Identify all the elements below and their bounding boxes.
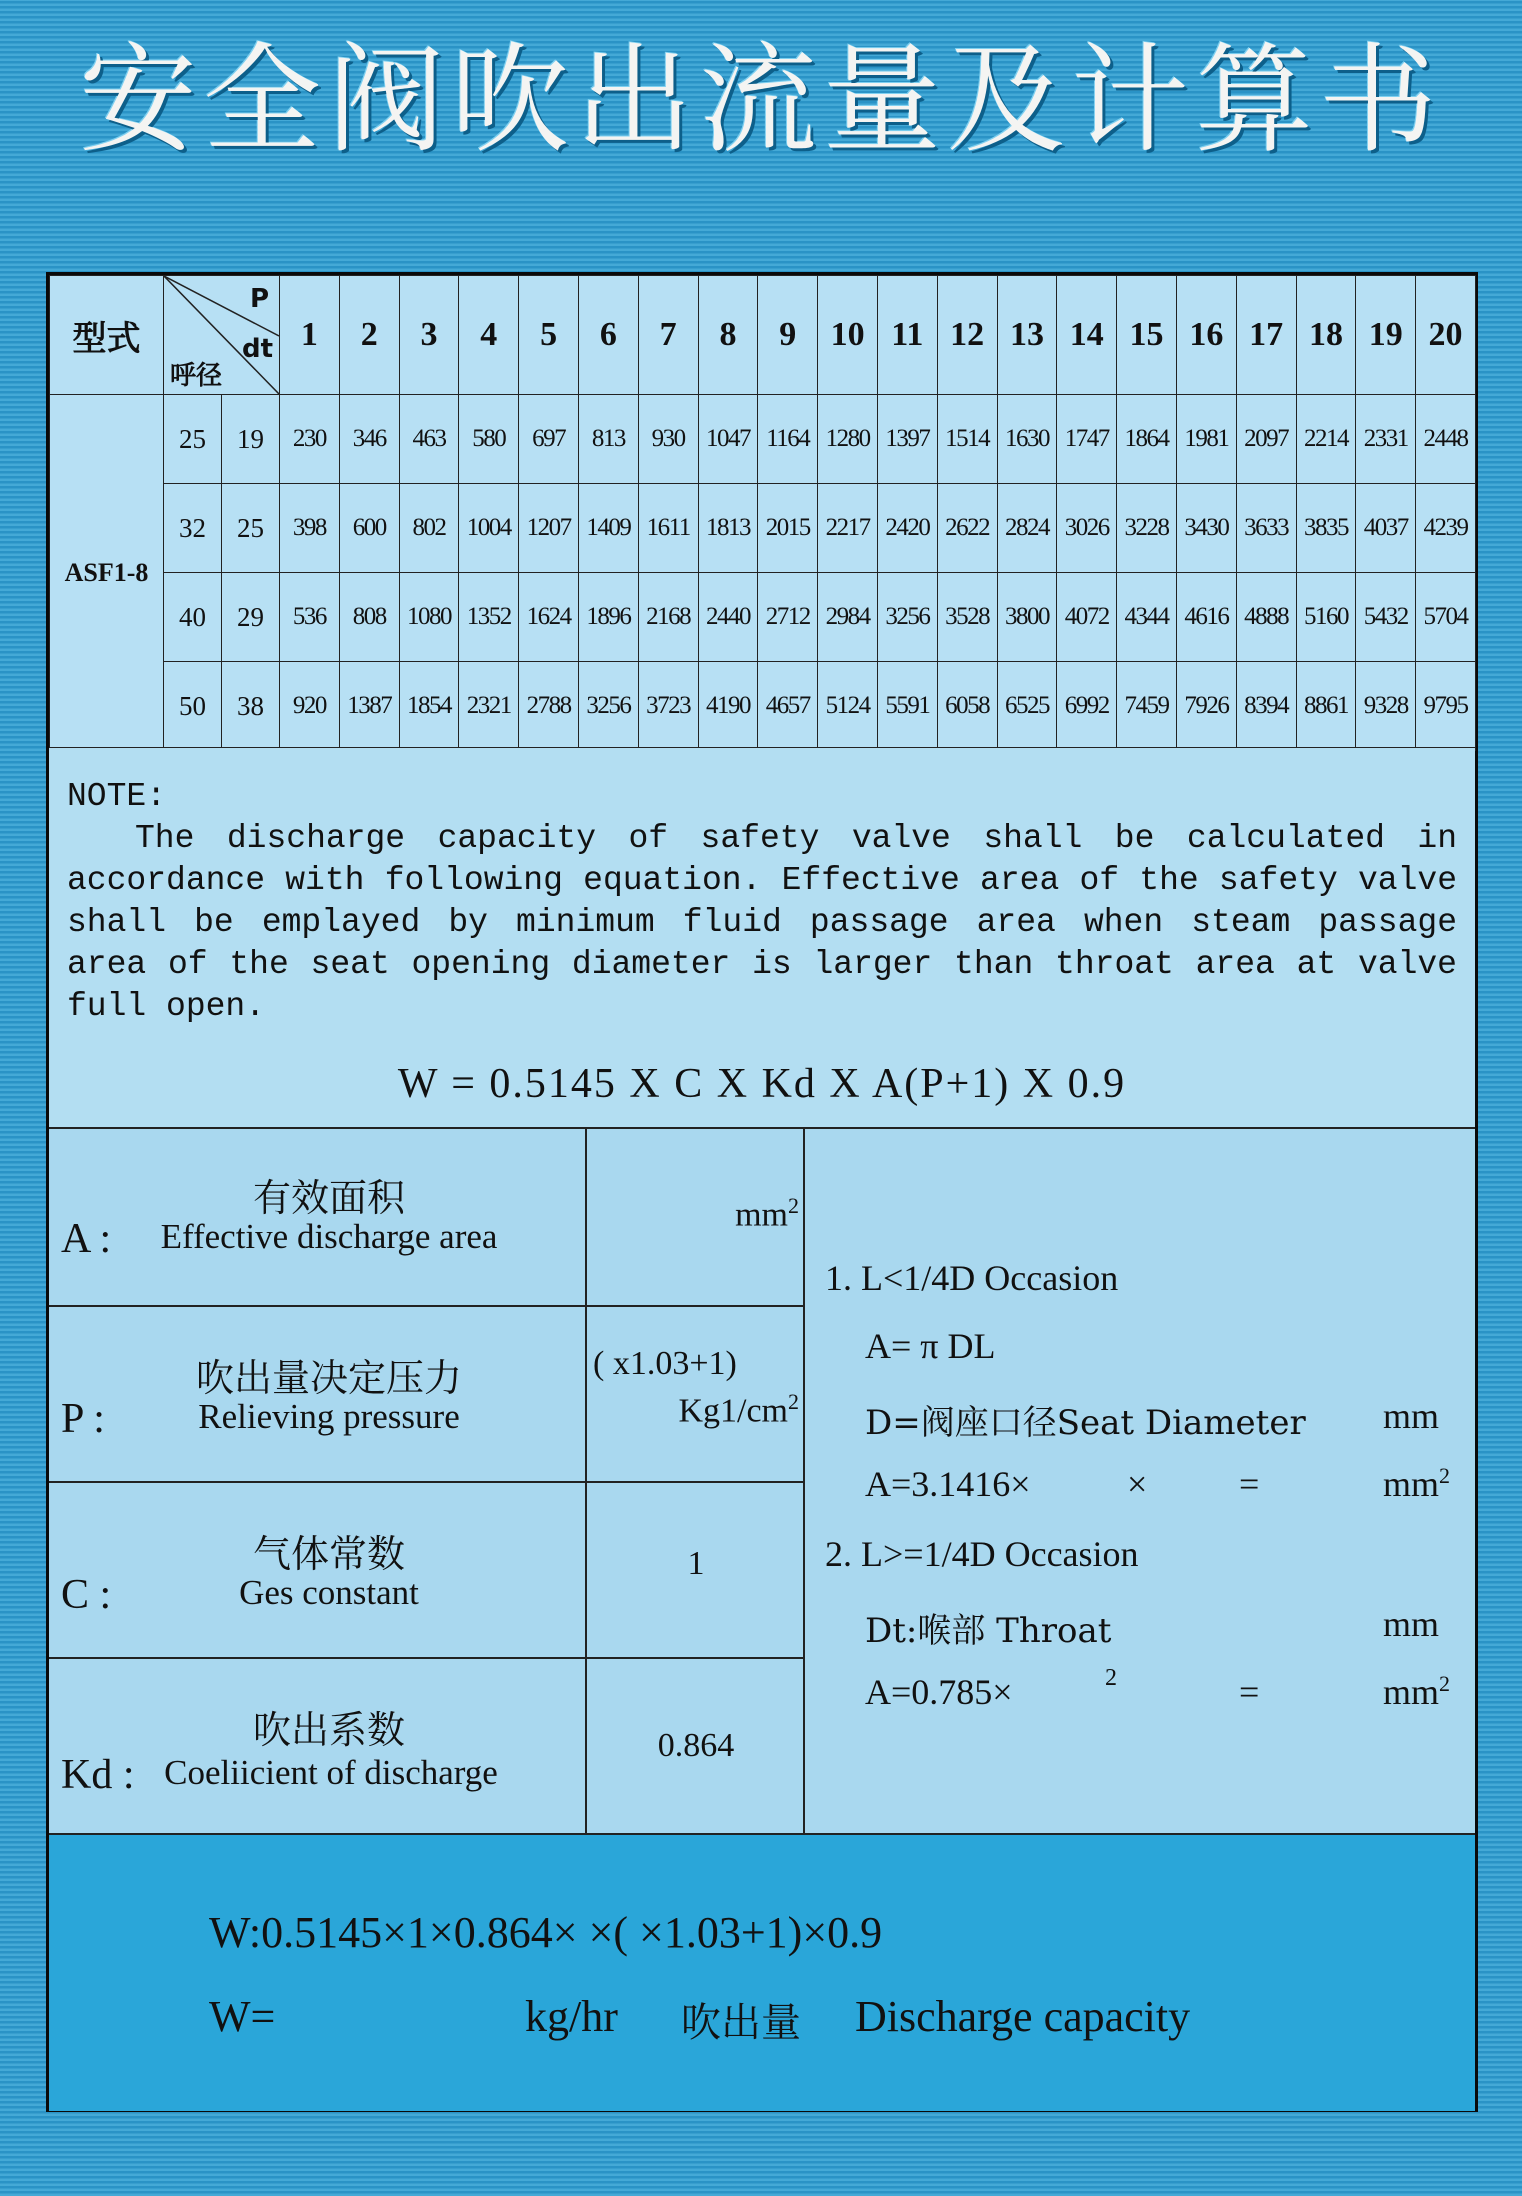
capacity-cell: 2217 xyxy=(818,484,878,573)
capacity-cell: 9328 xyxy=(1356,662,1416,751)
occasion-2-line1-unit: mm xyxy=(1383,1604,1440,1644)
capacity-cell: 1387 xyxy=(339,662,399,751)
note-label: NOTE: xyxy=(67,778,167,815)
capacity-cell: 2984 xyxy=(818,573,878,662)
capacity-cell: 230 xyxy=(280,395,340,484)
dt-cell: 38 xyxy=(222,662,280,751)
pressure-header: 5 xyxy=(519,276,579,395)
capacity-cell: 5124 xyxy=(818,662,878,751)
capacity-cell: 536 xyxy=(280,573,340,662)
capacity-cell: 580 xyxy=(459,395,519,484)
capacity-cell: 2788 xyxy=(519,662,579,751)
bore-cell: 50 xyxy=(164,662,222,751)
capacity-cell: 6992 xyxy=(1057,662,1117,751)
capacity-cell: 398 xyxy=(280,484,340,573)
bore-cell: 32 xyxy=(164,484,222,573)
pressure-header: 1 xyxy=(280,276,340,395)
param-en: Relieving pressure xyxy=(198,1397,460,1436)
param-row-c xyxy=(49,1481,585,1659)
param-unit-pre: ( x1.03+1) xyxy=(593,1345,737,1382)
capacity-cell: 5432 xyxy=(1356,573,1416,662)
table-row xyxy=(50,662,1476,751)
dt-cell: 19 xyxy=(222,395,280,484)
header-dt: dt xyxy=(241,334,273,364)
pressure-header: 13 xyxy=(997,276,1057,395)
capacity-cell: 8861 xyxy=(1296,662,1356,751)
table-header-row xyxy=(50,276,1476,395)
pressure-header: 19 xyxy=(1356,276,1416,395)
param-cn: 气体常数 xyxy=(252,1532,405,1576)
capacity-cell: 2420 xyxy=(877,484,937,573)
param-unit-kd xyxy=(585,1657,805,1835)
calculation-sheet xyxy=(46,272,1478,2112)
capacity-cell: 463 xyxy=(399,395,459,484)
capacity-cell: 3430 xyxy=(1176,484,1236,573)
capacity-cell: 1164 xyxy=(758,395,818,484)
capacity-cell: 1004 xyxy=(459,484,519,573)
capacity-cell: 1624 xyxy=(519,573,579,662)
capacity-cell: 5591 xyxy=(877,662,937,751)
param-unit-p xyxy=(585,1305,805,1483)
capacity-cell: 2824 xyxy=(997,484,1057,573)
occasion-2-line2-unit: $mm^2$ xyxy=(1383,1671,1451,1712)
pressure-header: 2 xyxy=(339,276,399,395)
result-cn-label: 吹出量 xyxy=(681,2000,801,2046)
capacity-cell: 2097 xyxy=(1236,395,1296,484)
capacity-cell: 1280 xyxy=(818,395,878,484)
capacity-cell: 1611 xyxy=(638,484,698,573)
header-p: P xyxy=(249,284,269,314)
capacity-cell: 4239 xyxy=(1416,484,1476,573)
capacity-cell: 3256 xyxy=(578,662,638,751)
capacity-cell: 3835 xyxy=(1296,484,1356,573)
header-model: 型式 xyxy=(50,276,164,395)
capacity-cell: 5160 xyxy=(1296,573,1356,662)
param-cn: 吹出量决定压力 xyxy=(195,1356,462,1400)
capacity-cell: 8394 xyxy=(1236,662,1296,751)
capacity-cell: 2331 xyxy=(1356,395,1416,484)
occasion-2-line2b: 2 xyxy=(1105,1665,1117,1691)
capacity-cell: 5704 xyxy=(1416,573,1476,662)
bore-cell: 40 xyxy=(164,573,222,662)
capacity-cell: 3723 xyxy=(638,662,698,751)
occasion-1-line2-unit: mm xyxy=(1383,1396,1440,1436)
occasion-2-title: 2. L>=1/4D Occasion xyxy=(825,1534,1139,1574)
param-symbol: Kd : xyxy=(61,1752,135,1798)
param-en: Ges constant xyxy=(239,1573,419,1612)
pressure-header: 18 xyxy=(1296,276,1356,395)
pressure-header: 20 xyxy=(1416,276,1476,395)
capacity-cell: 2448 xyxy=(1416,395,1476,484)
model-cell: ASF1-8 xyxy=(50,395,164,751)
occasion-1-line3-unit: $mm^2$ xyxy=(1383,1463,1451,1504)
capacity-cell: 2622 xyxy=(937,484,997,573)
capacity-cell: 4344 xyxy=(1117,573,1177,662)
parameters-section xyxy=(49,1127,1475,1835)
capacity-cell: 346 xyxy=(339,395,399,484)
occasion-2-line2a: A=0.785× xyxy=(865,1672,1013,1712)
param-en: Coeliicient of discharge xyxy=(164,1753,498,1792)
capacity-cell: 3800 xyxy=(997,573,1057,662)
occasion-2-line1: Dt:喉部 Throat xyxy=(865,1611,1112,1651)
result-w-label: W= xyxy=(209,1992,276,2041)
capacity-cell: 4616 xyxy=(1176,573,1236,662)
dt-cell: 29 xyxy=(222,573,280,662)
param-en: Effective discharge area xyxy=(160,1217,498,1256)
table-row xyxy=(50,395,1476,484)
capacity-cell: 2440 xyxy=(698,573,758,662)
capacity-cell: 813 xyxy=(578,395,638,484)
capacity-cell: 4072 xyxy=(1057,573,1117,662)
pressure-header: 3 xyxy=(399,276,459,395)
capacity-cell: 4888 xyxy=(1236,573,1296,662)
param-unit-c xyxy=(585,1481,805,1659)
param-unit: $mm^2$ xyxy=(735,1193,799,1234)
capacity-cell: 697 xyxy=(519,395,579,484)
header-diagonal-cell xyxy=(164,276,280,395)
pressure-header: 17 xyxy=(1236,276,1296,395)
pressure-header: 4 xyxy=(459,276,519,395)
pressure-header: 8 xyxy=(698,276,758,395)
note-section xyxy=(49,747,1475,1128)
param-symbol: P : xyxy=(61,1396,105,1442)
capacity-cell: 3228 xyxy=(1117,484,1177,573)
capacity-cell: 1864 xyxy=(1117,395,1177,484)
param-cn: 吹出系数 xyxy=(252,1708,405,1752)
result-formula: W:0.5145×1×0.864× ×( ×1.03+1)×0.9 xyxy=(209,1908,883,1957)
capacity-cell: 600 xyxy=(339,484,399,573)
occasion-1-line3c: = xyxy=(1239,1464,1260,1504)
note-text: The discharge capacity of safety valve shall be calculated in accordance with following equation. Effective area of the safety valve shall be emplayed by minimum fluid passage area when steam passage area of the seat opening diameter is larger than throat area at valve full open. xyxy=(67,820,1457,1025)
occasion-2-line2c: = xyxy=(1239,1672,1260,1712)
capacity-cell: 1080 xyxy=(399,573,459,662)
occasion-1-line2: D=阀座口径Seat Diameter xyxy=(865,1403,1306,1443)
capacity-cell: 2015 xyxy=(758,484,818,573)
capacity-cell: 3026 xyxy=(1057,484,1117,573)
param-unit: 0.864 xyxy=(657,1727,735,1764)
result-section xyxy=(49,1833,1475,2111)
capacity-cell: 802 xyxy=(399,484,459,573)
table-row xyxy=(50,573,1476,662)
occasion-1-title: 1. L<1/4D Occasion xyxy=(825,1258,1119,1298)
param-unit: $Kg1/cm^2$ xyxy=(678,1389,799,1430)
capacity-cell: 1981 xyxy=(1176,395,1236,484)
pressure-header: 9 xyxy=(758,276,818,395)
capacity-cell: 1747 xyxy=(1057,395,1117,484)
capacity-cell: 3633 xyxy=(1236,484,1296,573)
pressure-header: 10 xyxy=(818,276,878,395)
result-unit: kg/hr xyxy=(525,1992,618,2041)
param-row-p xyxy=(49,1305,585,1483)
capacity-cell: 808 xyxy=(339,573,399,662)
capacity-cell: 2321 xyxy=(459,662,519,751)
param-row-a xyxy=(49,1129,585,1307)
pressure-header: 11 xyxy=(877,276,937,395)
capacity-cell: 1409 xyxy=(578,484,638,573)
capacity-cell: 1207 xyxy=(519,484,579,573)
capacity-cell: 930 xyxy=(638,395,698,484)
column-divider xyxy=(803,1129,805,1835)
param-symbol: A : xyxy=(61,1216,112,1262)
capacity-cell: 1352 xyxy=(459,573,519,662)
capacity-cell: 9795 xyxy=(1416,662,1476,751)
capacity-cell: 4190 xyxy=(698,662,758,751)
table-row xyxy=(50,484,1476,573)
capacity-cell: 4037 xyxy=(1356,484,1416,573)
capacity-cell: 2214 xyxy=(1296,395,1356,484)
occasion-1-line3a: A=3.1416× xyxy=(865,1464,1031,1504)
param-row-kd xyxy=(49,1657,585,1835)
pressure-header: 7 xyxy=(638,276,698,395)
capacity-cell: 1813 xyxy=(698,484,758,573)
header-bore: 呼径 xyxy=(170,361,223,391)
param-unit-a xyxy=(585,1129,805,1307)
capacity-cell: 7459 xyxy=(1117,662,1177,751)
capacity-cell: 2168 xyxy=(638,573,698,662)
capacity-cell: 3528 xyxy=(937,573,997,662)
capacity-cell: 1397 xyxy=(877,395,937,484)
result-en-label: Discharge capacity xyxy=(855,1992,1191,2041)
param-cn: 有效面积 xyxy=(252,1176,405,1220)
capacity-cell: 1630 xyxy=(997,395,1057,484)
dt-cell: 25 xyxy=(222,484,280,573)
capacity-cell: 7926 xyxy=(1176,662,1236,751)
pressure-header: 12 xyxy=(937,276,997,395)
capacity-cell: 2712 xyxy=(758,573,818,662)
occasion-1-line1: A= π DL xyxy=(865,1326,996,1366)
capacity-cell: 920 xyxy=(280,662,340,751)
capacity-cell: 4657 xyxy=(758,662,818,751)
capacity-cell: 1896 xyxy=(578,573,638,662)
capacity-cell: 1514 xyxy=(937,395,997,484)
pressure-header: 14 xyxy=(1057,276,1117,395)
capacity-cell: 6058 xyxy=(937,662,997,751)
capacity-cell: 3256 xyxy=(877,573,937,662)
pressure-header: 15 xyxy=(1117,276,1177,395)
occasion-1-line3b: × xyxy=(1127,1464,1148,1504)
capacity-cell: 1047 xyxy=(698,395,758,484)
pressure-header: 16 xyxy=(1176,276,1236,395)
capacity-cell: 6525 xyxy=(997,662,1057,751)
pressure-header: 6 xyxy=(578,276,638,395)
discharge-capacity-table xyxy=(49,275,1476,751)
capacity-cell: 1854 xyxy=(399,662,459,751)
bore-cell: 25 xyxy=(164,395,222,484)
page-title: 安全阀吹出流量及计算书 xyxy=(78,31,1443,169)
discharge-formula: W = 0.5145 X C X Kd X A(P+1) X 0.9 xyxy=(397,1061,1127,1107)
param-symbol: C : xyxy=(61,1572,112,1618)
param-unit: 1 xyxy=(687,1545,705,1582)
